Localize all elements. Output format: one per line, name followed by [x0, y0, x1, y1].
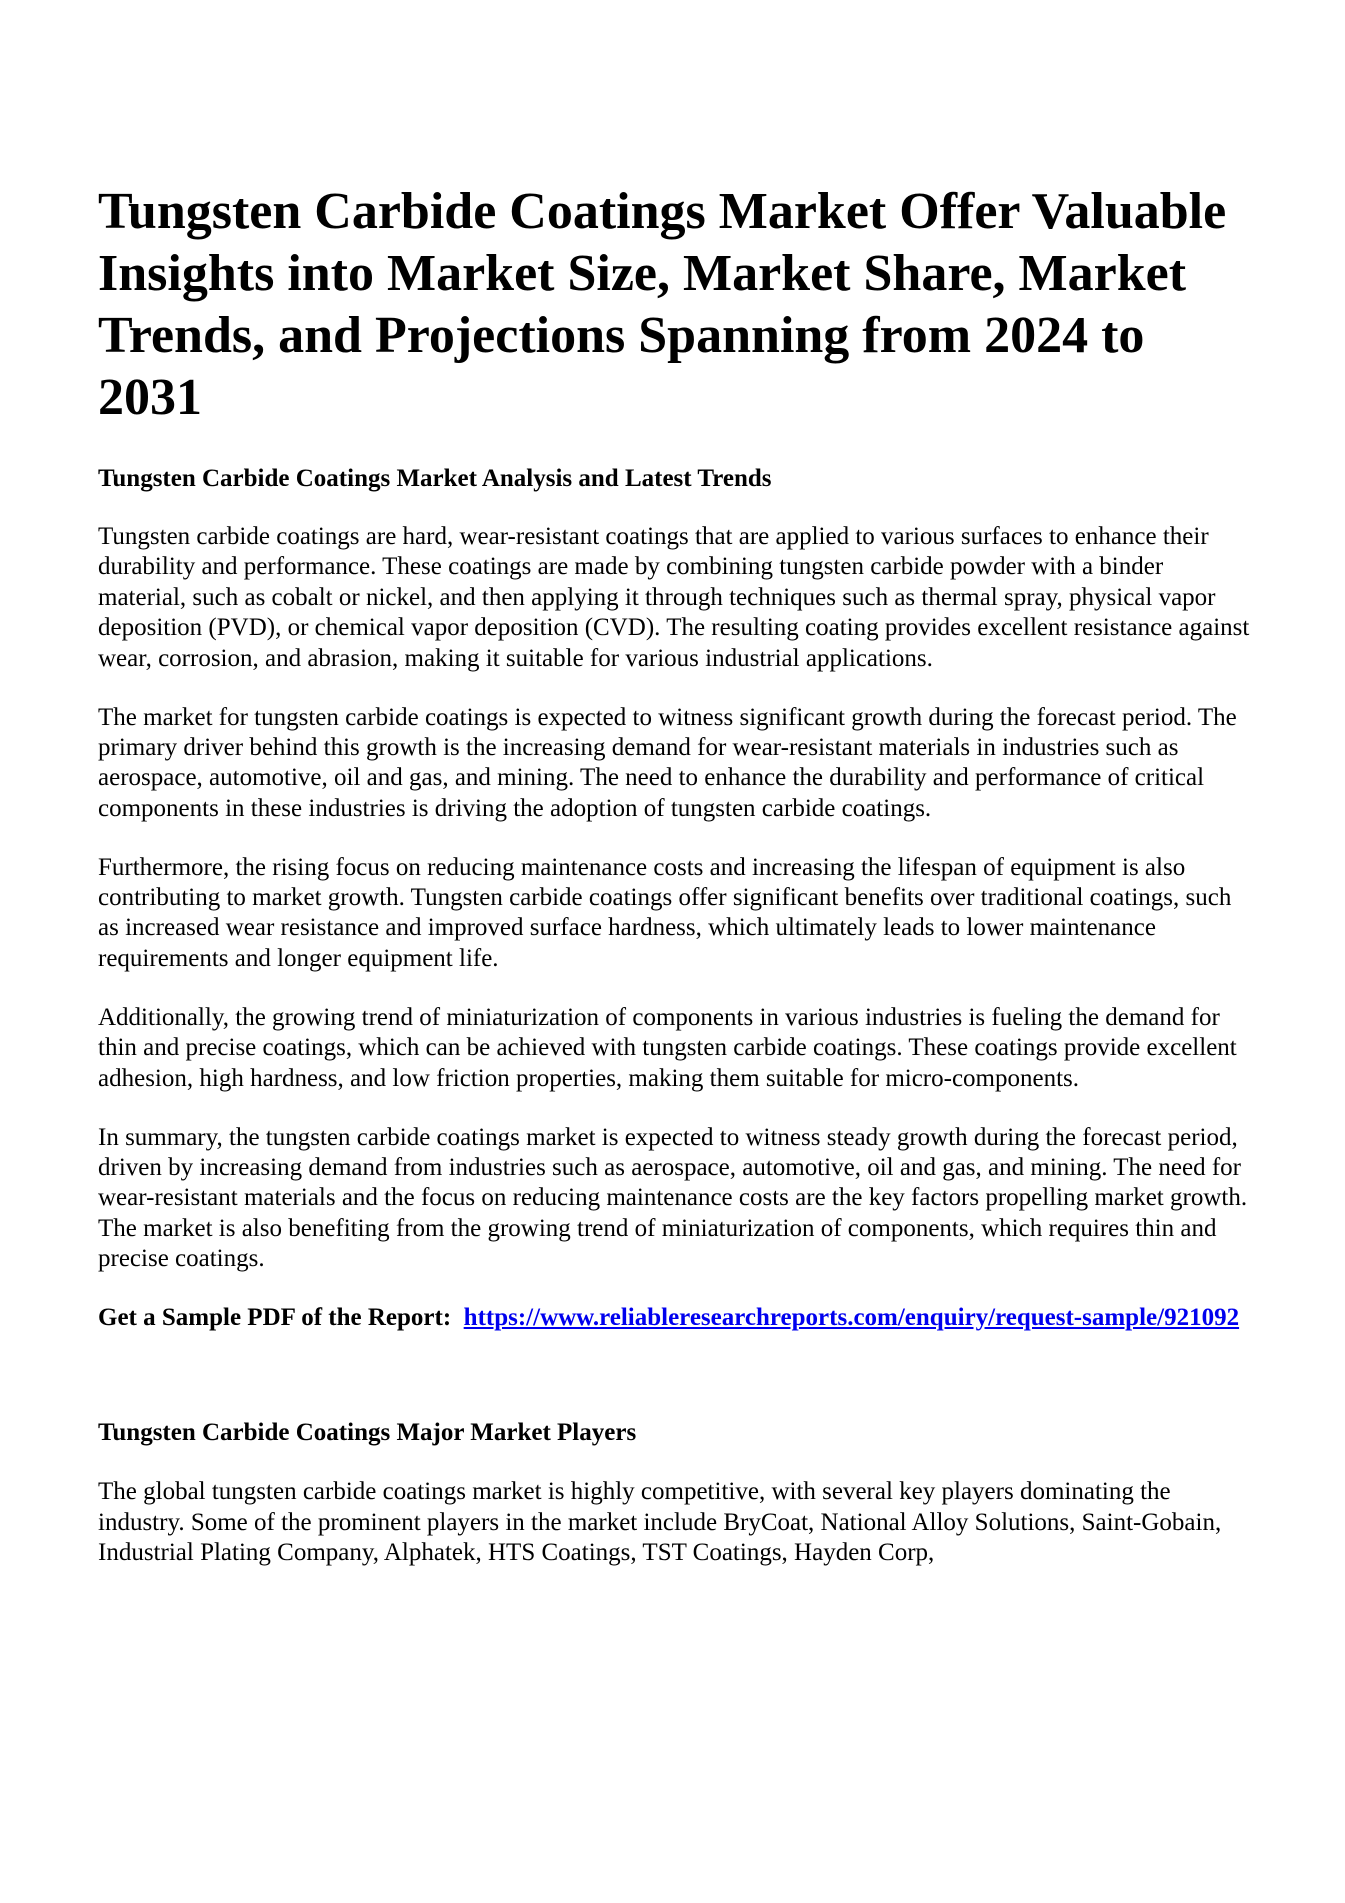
paragraph-growth-drivers: The market for tungsten carbide coatings is expected to witness significant growth during the forecast period. The primary driver behind this growth is the increasing demand for wear-resistant materials in industries such as aerospace, automotive, oil and gas, and mining. The need to enhance the durability and performance of critical components in these industries is driving the adoption of tungsten carbide coatings. — [98, 703, 1237, 822]
sample-pdf-link[interactable]: https://www.reliableresearchreports.com/enquiry/request-sample/921092 — [463, 1304, 1240, 1332]
sample-pdf-cta — [98, 1303, 1250, 1333]
paragraph-players: The global tungsten carbide coatings market is highly competitive, with several key players dominating the industry. Some of the prominent players in the market include BryCoat, National Alloy Solutions, Saint-Gobain, Industrial Plating Company, Alphatek, HTS Coatings, TST Coatings, Hayden Corp, — [98, 1478, 1222, 1567]
paragraph-maintenance: Furthermore, the rising focus on reducing maintenance costs and increasing the lifespan of equipment is also contributing to market growth. Tungsten carbide coatings offer significant benefits over traditional coatings, such as increased wear resistance and improved surface hardness, which ultimately leads to lower maintenance requirements and longer equipment life. — [98, 853, 1232, 972]
page-title: Tungsten Carbide Coatings Market Offer Valuable Insights into Market Size, Market Share, Market Trends, and Projections Spanning from 2024 to 2031 — [98, 183, 1227, 426]
paragraph-definition: Tungsten carbide coatings are hard, wear-resistant coatings that are applied to various surfaces to enhance their durability and performance. These coatings are made by combining tungsten carbide powder with a binder material, such as cobalt or nickel, and then applying it through techniques such as thermal spray, physical vapor deposition (PVD), or chemical vapor deposition (CVD). The resulting coating provides excellent resistance against wear, corrosion, and abrasion, making it suitable for various industrial applications. — [98, 523, 1250, 672]
paragraph-summary: In summary, the tungsten carbide coatings market is expected to witness steady growth during the forecast period, driven by increasing demand from industries such as aerospace, automotive, oil and gas, and mining. The need for wear-resistant materials and the focus on reducing maintenance costs are the key factors propelling market growth. The market is also benefiting from the growing trend of miniaturization of components, which requires thin and precise coatings. — [98, 1123, 1248, 1273]
section-heading-players: Tungsten Carbide Coatings Major Market Players — [98, 1419, 637, 1447]
paragraph-miniaturization: Additionally, the growing trend of miniaturization of components in various industries is fueling the demand for thin and precise coatings, which can be achieved with tungsten carbide coatings. These coatings provide excellent adhesion, high hardness, and low friction properties, making them suitable for micro-components. — [98, 1003, 1237, 1092]
sample-pdf-label: Get a Sample PDF of the Report: — [98, 1304, 452, 1332]
section-heading-analysis: Tungsten Carbide Coatings Market Analysis and Latest Trends — [98, 465, 772, 492]
document-page — [98, 181, 1250, 1569]
